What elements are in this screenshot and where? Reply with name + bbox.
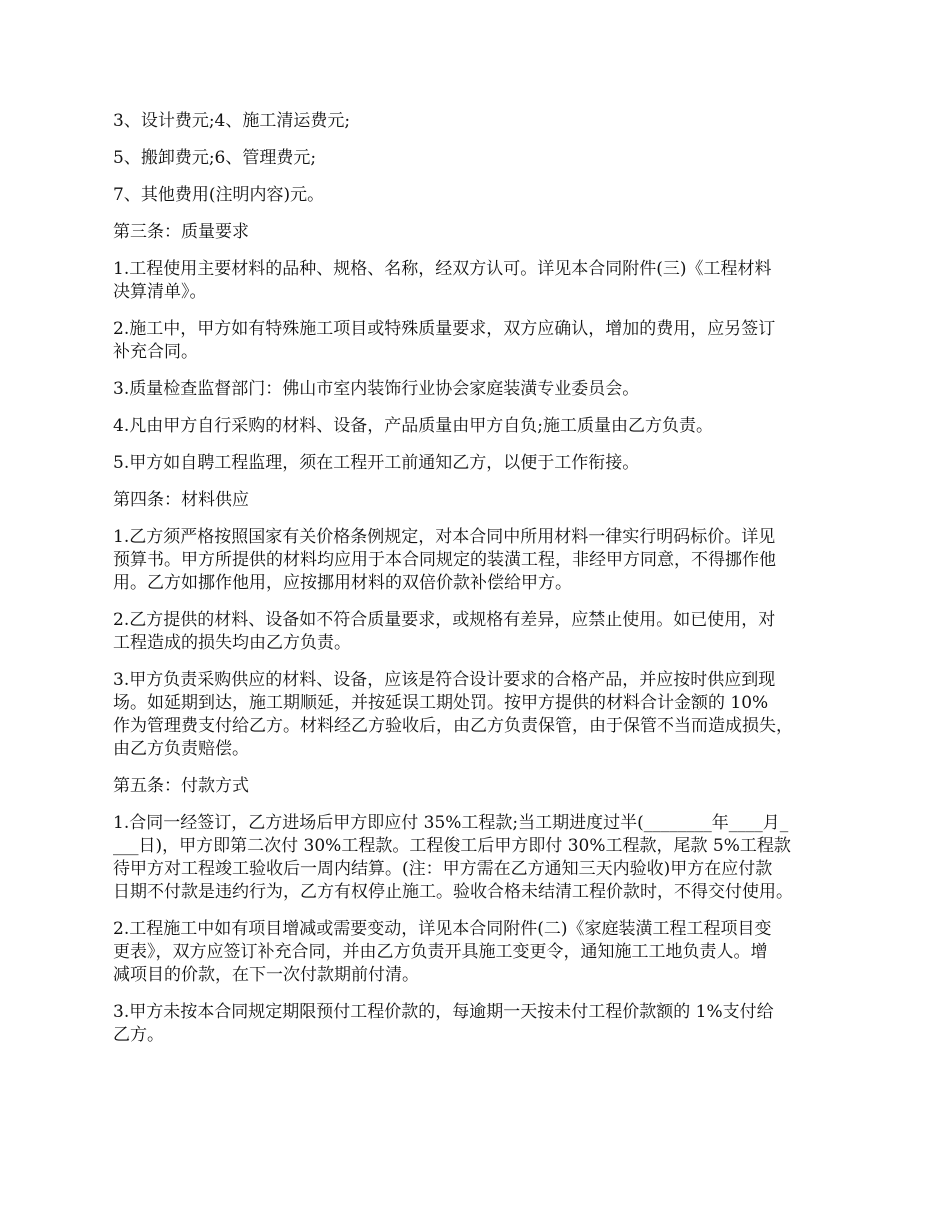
paragraph-quality-5: 5.甲方如自聘工程监理，须在工程开工前通知乙方，以便于工作衔接。 [113,453,640,473]
paragraph-materials-2: 2.乙方提供的材料、设备如不符合质量要求，或规格有差异，应禁止使用。如已使用，对 工程造成的损失均由乙方负责。 [113,610,776,653]
paragraph-quality-1: 1.工程使用主要材料的品种、规格、名称，经双方认可。详见本合同附件(三)《工程材料 决算清单》。 [113,259,772,302]
paragraph-materials-3: 3.甲方负责采购供应的材料、设备，应该是符合设计要求的合格产品，并应按时供应到现 场。如延期到达，施工期顺延，并按延误工期处罚。按甲方提供的材料合计金额的 10% 作为管理费支付给乙方。材料经乙方验收后，由乙方负责保管，由于保管不当而造成损失， 由乙方负责赔偿。 [113,670,793,759]
section-heading-payment: 第五条：付款方式 [113,776,249,796]
paragraph-materials-1: 1.乙方须严格按照国家有关价格条例规定，对本合同中所用材料一律实行明码标价。详见 预算书。甲方所提供的材料均应用于本合同规定的装潢工程，非经甲方同意，不得挪作他 用。乙方如挪作他用，应按挪用材料的双倍价款补偿给甲方。 [113,527,776,593]
paragraph-fee-other: 7、其他费用(注明内容)元。 [113,185,325,205]
paragraph-fee-design-cleanup: 3、设计费元;4、施工清运费元; [113,111,351,131]
section-heading-quality: 第三条：质量要求 [113,222,249,242]
paragraph-quality-4: 4.凡由甲方自行采购的材料、设备，产品质量由甲方自负;施工质量由乙方负责。 [113,416,713,436]
paragraph-fee-moving-management: 5、搬卸费元;6、管理费元; [113,148,317,168]
paragraph-payment-3: 3.甲方未按本合同规定期限预付工程价款的，每逾期一天按未付工程价款额的 1%支付给 乙方。 [113,1002,774,1045]
paragraph-quality-3: 3.质量检查监督部门：佛山市室内装饰行业协会家庭装潢专业委员会。 [113,379,640,399]
paragraph-quality-2: 2.施工中，甲方如有特殊施工项目或特殊质量要求，双方应确认，增加的费用，应另签订 补充合同。 [113,319,776,362]
paragraph-payment-2: 2.工程施工中如有项目增减或需要变动，详见本合同附件(二)《家庭装潢工程工程项目变 更表》，双方应签订补充合同，并由乙方负责开具施工变更令，通知施工工地负责人。增 减项目的价款，在下一次付款期前付清。 [113,919,772,985]
document-body [113,110,851,1061]
paragraph-payment-1: 1.合同一经签订，乙方进场后甲方即应付 35%工程款;当工期进度过半(________年____月_ ___日)，甲方即第二次付 30%工程款。工程俊工后甲方即付 30%工程款，尾款 5%工程款 待甲方对工程竣工验收后一周内结算。(注：甲方需在乙方通知三天内验收)甲方在应付款 日期不付款是违约行为，乙方有权停止施工。验收合格未结清工程价款时，不得交付使用。 [113,813,793,902]
section-heading-materials: 第四条：材料供应 [113,490,249,510]
